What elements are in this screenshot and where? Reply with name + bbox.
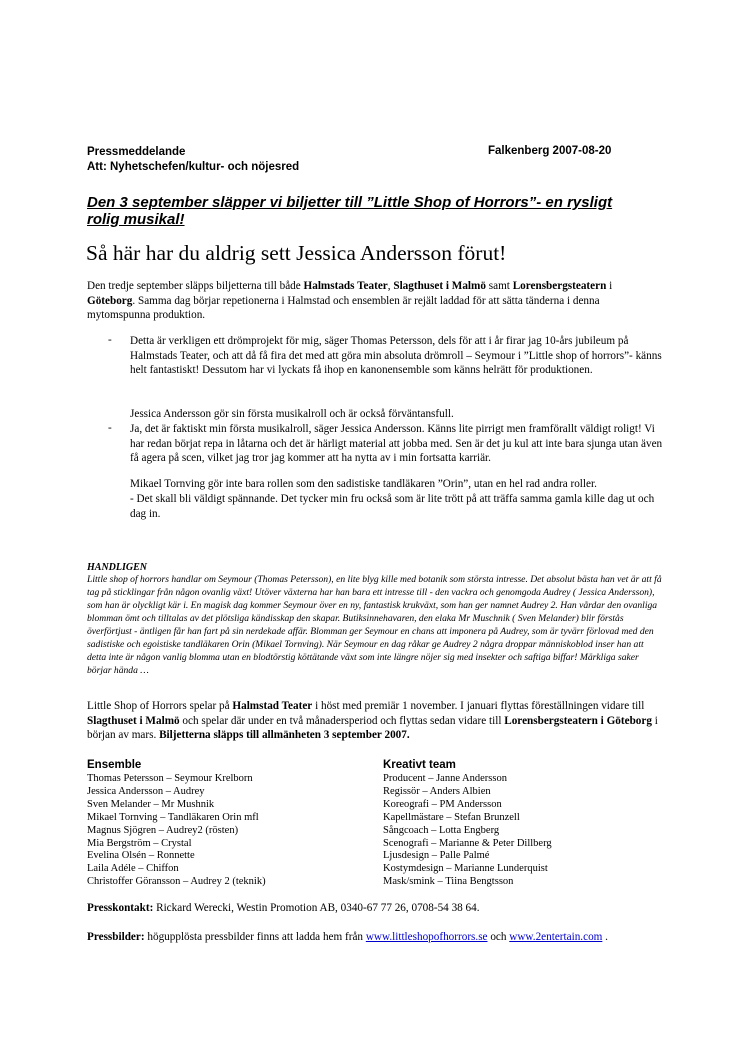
press-images-text: . (602, 931, 608, 943)
subheadline: Så här har du aldrig sett Jessica Andersson förut! (86, 241, 507, 265)
headline (87, 194, 667, 228)
document-type-label: Pressmeddelande (87, 146, 186, 158)
ensemble-list (87, 758, 367, 889)
list-item: Mask/smink – Tiina Bengtsson (383, 876, 514, 888)
website-link-littleshop[interactable]: www.littleshopofhorrors.se (365, 931, 488, 943)
venue-goteborg: Göteborg (87, 294, 133, 307)
plot-heading: HANDLIGEN (87, 562, 148, 573)
list-item: Evelina Olsén – Ronnette (87, 850, 195, 862)
list-item: Jessica Andersson – Audrey (87, 785, 205, 797)
list-item: Kapellmästare – Stefan Brunzell (383, 811, 520, 823)
attention-line: Att: Nyhetschefen/kultur- och nöjesred (87, 161, 300, 173)
place-date: Falkenberg 2007-08-20 (488, 145, 612, 157)
venue-halmstad: Halmstad Teater (232, 700, 313, 712)
list-item: Kostymdesign – Marianne Lunderquist (383, 863, 548, 875)
list-item: Ljusdesign – Palle Palmé (383, 850, 490, 862)
plot-text: Little shop of horrors handlar om Seymour (Thomas Petersson), en lite blyg kille med botanik som största intresse. Det absolut bästa han vet är att få tag på sticklingar från någon ovanlig växt! Utöver växterna har han bara ett intresse till - den vackra och genomgoda Audrey ( Jessica Andersson), som han är olyckligt kär i. En magisk dag kommer Seymour över en ny, fantastisk krukväxt, som han ger namnet Audrey 2. Han vårdar den ovanliga blomman ömt och tilltalas av det plötsliga kändisskap den skapar. Butiksinnehavaren, den elaka Mr Muschnik ( Sven Melander) blir förstås överförtjust - äntligen får han fart på sin nerdekade affär. Blomman ger Seymour en chans att imponera på Audrey, som är tyvärr förlovad med den sadistiske och egoistiske tandläkaren Orin (Mikael Tornving). När Seymour en dag råkar ge Audrey 2 några droppar människoblod inser han att detta inte är någon vanlig blomma utan en blodtörstig köttätande växt som inte längre nöjer sig med insekter och saftiga biffar! Märkliga saker börjar hända … (87, 574, 662, 676)
header-left (87, 145, 507, 175)
quote-jessica-intro: Jessica Andersson gör sin första musikalroll och är också förväntansfull. (130, 408, 454, 420)
list-item: Producent – Janne Andersson (383, 773, 507, 784)
intro-text: , (387, 280, 394, 292)
press-images-text: och (487, 931, 510, 943)
schedule-text: i början av mars. (87, 714, 658, 742)
creative-team-title: Kreativt team (383, 759, 456, 771)
list-item: Laila Adéle – Chiffon (87, 863, 179, 875)
list-item: Thomas Petersson – Seymour Krelborn (87, 773, 253, 784)
intro-paragraph (87, 279, 662, 323)
intro-text: . Samma dag börjar repetionerna i Halmstad och ensemblen är rejält laddad för att sätta tänderna i denna mytomspunna produktion. (87, 294, 600, 322)
press-contact (87, 901, 687, 916)
schedule-paragraph (87, 699, 662, 743)
intro-text: i (606, 280, 613, 292)
schedule-text: Little Shop of Horrors spelar på (87, 700, 233, 712)
quote-mikael-intro: Mikael Tornving gör inte bara rollen som den sadistiske tandläkaren ”Orin”, utan en hel rad andra roller. (130, 478, 597, 490)
bullet-dash: - (108, 334, 112, 346)
bullet-dash: - (108, 422, 112, 434)
list-item: Regissör – Anders Albien (383, 785, 491, 797)
intro-text: Den tredje september släpps biljetterna till både (87, 280, 304, 292)
list-item: Sven Melander – Mr Mushnik (87, 798, 215, 810)
list-item: Magnus Sjögren – Audrey2 (rösten) (87, 824, 239, 836)
venue-lorensberg: Lorensbergsteatern i Göteborg (504, 714, 652, 727)
schedule-text: och spelar där under en två månadersperiod och flyttas sedan vidare till (179, 714, 505, 727)
list-item: Mia Bergström – Crystal (87, 837, 192, 849)
headline-line-1: Den 3 september släpper vi biljetter till ”Little Shop of Horrors”- en rysligt (87, 194, 613, 211)
website-link-2entertain[interactable]: www.2entertain.com (509, 931, 603, 943)
quote-jessica: Ja, det är faktiskt min första musikalroll, säger Jessica Andersson. Känns lite pirrigt men framförallt väldigt roligt! Vi har redan börjat repa in låtarna och det är härligt material att jobba med. Sen är det ju kul att inte bara sjunga utan även få agera på scen, vilket jag tror jag kommer att ha nytta av i min fortsatta karriär. (130, 423, 663, 465)
venue-malmo: Slagthuset i Malmö (87, 714, 180, 727)
press-images-text: högupplösta pressbilder finns att ladda hem från (144, 931, 366, 943)
creative-team-list (383, 758, 663, 889)
schedule-text: i höst med premiär 1 november. I januari flyttas föreställningen vidare till (312, 700, 645, 712)
list-item: Mikael Tornving – Tandläkaren Orin mfl (87, 811, 259, 823)
venue-lorensberg: Lorensbergsteatern (512, 280, 607, 292)
list-item: Koreografi – PM Andersson (383, 798, 502, 810)
venue-halmstad: Halmstads Teater (303, 280, 388, 292)
list-item: Scenografi – Marianne & Peter Dillberg (383, 837, 552, 849)
quote-mikael: - Det skall bli väldigt spännande. Det tycker min fru också som är lite trött på att träffa samma gamla kille dag ut och dag in. (130, 493, 655, 520)
ensemble-title: Ensemble (87, 759, 142, 771)
venue-malmo: Slagthuset i Malmö (393, 280, 486, 292)
intro-text: samt (485, 280, 513, 292)
press-images (87, 930, 687, 945)
press-images-label: Pressbilder: (87, 931, 145, 943)
quote-thomas: Detta är verkligen ett drömprojekt för mig, säger Thomas Petersson, dels för att i år firar jag 10-års jubileum på Halmstads Teater, och att då få fira det med att göra min absoluta drömroll – Seymour i ”Little shop of horrors”- känns helt fantastiskt! Dessutom har vi lyckats få ihop en kanonensemble som känns helrätt för produktionen. (130, 335, 662, 377)
ticket-release-note: Biljetterna släpps till allmänheten 3 september 2007. (159, 729, 410, 742)
headline-line-2: rolig musikal! (87, 211, 185, 228)
press-contact-label: Presskontakt: (87, 902, 154, 914)
list-item: Sångcoach – Lotta Engberg (383, 824, 500, 836)
press-contact-text: Rickard Werecki, Westin Promotion AB, 0340-67 77 26, 0708-54 38 64. (153, 902, 480, 914)
list-item: Christoffer Göransson – Audrey 2 (teknik) (87, 876, 266, 888)
